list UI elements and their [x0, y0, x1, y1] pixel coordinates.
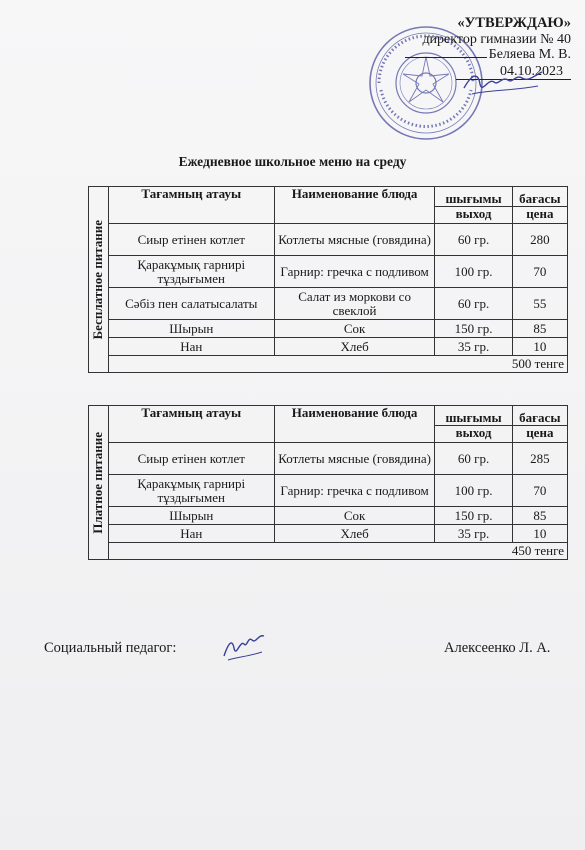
dish-yield: 100 гр. — [435, 256, 512, 288]
dish-price: 280 — [512, 224, 567, 256]
header-ru-name: Наименование блюда — [274, 187, 435, 224]
table-row — [89, 507, 568, 525]
header-price-ru: цена — [512, 426, 567, 443]
free-menu-total: 500 тенге — [108, 356, 567, 373]
header-price-kz: бағасы — [512, 187, 567, 207]
dish-price: 285 — [512, 443, 567, 475]
dish-ru: Котлеты мясные (говядина) — [274, 224, 435, 256]
header-yield-ru: выход — [435, 426, 512, 443]
dish-kz: Шырын — [108, 507, 274, 525]
dish-kz: Сиыр етінен котлет — [108, 224, 274, 256]
dish-ru: Салат из моркови со свеклой — [274, 288, 435, 320]
dish-price: 70 — [512, 256, 567, 288]
dish-ru: Сок — [274, 320, 435, 338]
dish-yield: 60 гр. — [435, 224, 512, 256]
dish-price: 10 — [512, 525, 567, 543]
dish-ru: Хлеб — [274, 525, 435, 543]
dish-price: 85 — [512, 507, 567, 525]
dish-yield: 150 гр. — [435, 507, 512, 525]
dish-yield: 100 гр. — [435, 475, 512, 507]
social-pedagog-label: Социальный педагог: — [44, 640, 177, 656]
page-title: Ежедневное школьное меню на среду — [178, 154, 407, 169]
table-row — [89, 338, 568, 356]
dish-ru: Гарнир: гречка с подливом — [274, 475, 435, 507]
signature-line — [405, 57, 487, 58]
header-yield-ru: выход — [435, 207, 512, 224]
header-price-ru: цена — [512, 207, 567, 224]
approval-name: Беляева М. В. — [488, 47, 571, 62]
dish-kz: Қаракұмық гарнирі тұздығымен — [108, 256, 274, 288]
table-row — [89, 224, 568, 256]
approval-position: директор гимназии № 40 — [422, 31, 571, 47]
dish-yield: 35 гр. — [435, 525, 512, 543]
dish-yield: 60 гр. — [435, 443, 512, 475]
dish-kz: Қаракұмық гарнирі тұздығымен — [108, 475, 274, 507]
dish-yield: 60 гр. — [435, 288, 512, 320]
header-yield-kz: шығымы — [435, 187, 512, 207]
header-price-kz: бағасы — [512, 406, 567, 426]
free-meals-table — [88, 186, 568, 373]
pedagog-name: Алексеенко Л. А. — [444, 640, 551, 656]
dish-price: 10 — [512, 338, 567, 356]
dish-price: 55 — [512, 288, 567, 320]
dish-ru: Хлеб — [274, 338, 435, 356]
dish-price: 70 — [512, 475, 567, 507]
dish-kz: Шырын — [108, 320, 274, 338]
header-kz-name: Тағамның атауы — [108, 406, 274, 443]
dish-yield: 150 гр. — [435, 320, 512, 338]
dish-kz: Сәбіз пен салатысалаты — [108, 288, 274, 320]
table-row — [89, 288, 568, 320]
table-row — [89, 475, 568, 507]
table-row — [89, 443, 568, 475]
dish-kz: Сиыр етінен котлет — [108, 443, 274, 475]
dish-kz: Нан — [108, 525, 274, 543]
header-kz-name: Тағамның атауы — [108, 187, 274, 224]
table-row — [89, 256, 568, 288]
dish-ru: Гарнир: гречка с подливом — [274, 256, 435, 288]
header-yield-kz: шығымы — [435, 406, 512, 426]
dish-price: 85 — [512, 320, 567, 338]
section-label-paid: Платное питание — [89, 406, 109, 560]
dish-yield: 35 гр. — [435, 338, 512, 356]
table-row — [89, 525, 568, 543]
dish-kz: Нан — [108, 338, 274, 356]
header-ru-name: Наименование блюда — [274, 406, 435, 443]
paid-menu-total: 450 тенге — [108, 543, 567, 560]
section-label-free: Бесплатное питание — [89, 187, 109, 373]
approval-date: 04.10.2023 — [456, 64, 571, 81]
dish-ru: Котлеты мясные (говядина) — [274, 443, 435, 475]
paid-meals-table — [88, 405, 568, 560]
director-signature — [458, 64, 548, 104]
approval-heading: «УТВЕРЖДАЮ» — [457, 15, 571, 31]
pedagog-signature — [218, 630, 270, 666]
table-row — [89, 320, 568, 338]
dish-ru: Сок — [274, 507, 435, 525]
